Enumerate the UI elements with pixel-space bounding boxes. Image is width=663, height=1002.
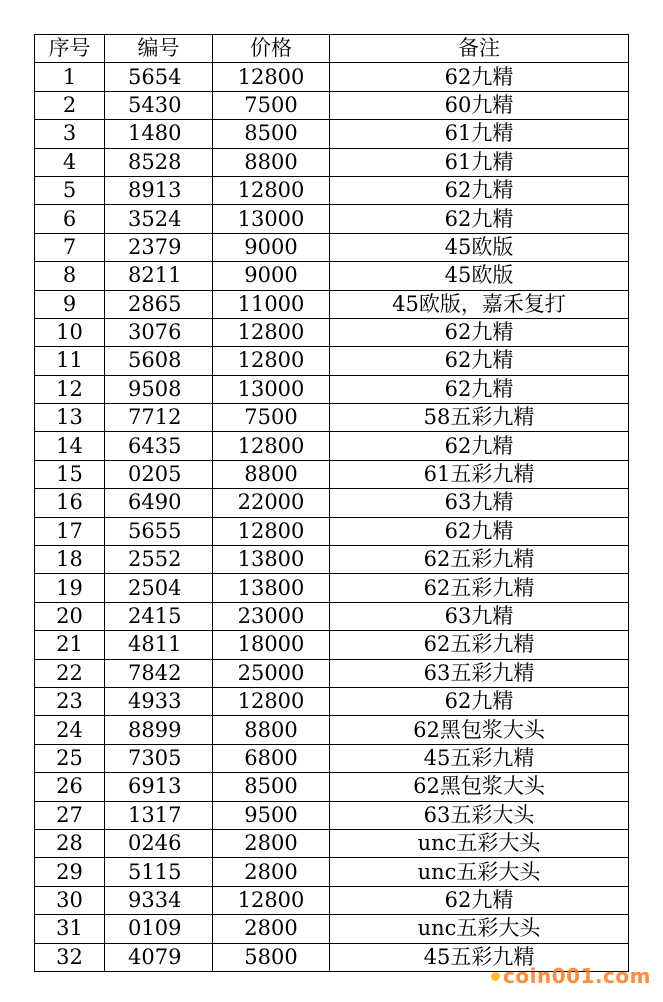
table-row — [35, 773, 629, 801]
cell-code: 2415 — [105, 602, 213, 630]
cell-price: 13800 — [213, 546, 330, 574]
cell-price: 9000 — [213, 262, 330, 290]
table-body — [35, 63, 629, 972]
table-row — [35, 318, 629, 346]
cell-code: 0246 — [105, 829, 213, 857]
cell-seq: 18 — [35, 546, 105, 574]
header-price: 价格 — [213, 35, 330, 63]
cell-note: 62九精 — [330, 63, 629, 91]
cell-price: 12800 — [213, 176, 330, 204]
table-row — [35, 91, 629, 119]
cell-code: 9334 — [105, 886, 213, 914]
cell-price: 8800 — [213, 460, 330, 488]
cell-note: 62九精 — [330, 375, 629, 403]
cell-price: 12800 — [213, 318, 330, 346]
cell-note: 61九精 — [330, 148, 629, 176]
cell-note: 63五彩九精 — [330, 659, 629, 687]
cell-seq: 11 — [35, 347, 105, 375]
cell-code: 7842 — [105, 659, 213, 687]
cell-price: 13000 — [213, 205, 330, 233]
cell-price: 18000 — [213, 631, 330, 659]
table-row — [35, 631, 629, 659]
cell-note: unc五彩大头 — [330, 858, 629, 886]
cell-note: 62五彩九精 — [330, 574, 629, 602]
cell-note: unc五彩大头 — [330, 829, 629, 857]
cell-code: 3524 — [105, 205, 213, 233]
cell-note: 61九精 — [330, 120, 629, 148]
site-watermark — [491, 964, 651, 988]
cell-note: 61五彩九精 — [330, 460, 629, 488]
cell-seq: 2 — [35, 91, 105, 119]
cell-seq: 19 — [35, 574, 105, 602]
cell-code: 1480 — [105, 120, 213, 148]
cell-note: 62九精 — [330, 432, 629, 460]
table-row — [35, 801, 629, 829]
table-row — [35, 347, 629, 375]
cell-seq: 8 — [35, 262, 105, 290]
price-table — [34, 34, 629, 972]
cell-price: 5800 — [213, 943, 330, 971]
table-row — [35, 120, 629, 148]
table-row — [35, 63, 629, 91]
watermark-dot-icon — [491, 972, 500, 981]
table-row — [35, 546, 629, 574]
table-row — [35, 233, 629, 261]
table-row — [35, 290, 629, 318]
cell-price: 12800 — [213, 517, 330, 545]
cell-seq: 4 — [35, 148, 105, 176]
cell-note: 45五彩九精 — [330, 943, 629, 971]
cell-code: 5115 — [105, 858, 213, 886]
cell-note: 62黑包浆大头 — [330, 716, 629, 744]
cell-seq: 9 — [35, 290, 105, 318]
table-row — [35, 716, 629, 744]
cell-price: 2800 — [213, 858, 330, 886]
cell-code: 3076 — [105, 318, 213, 346]
cell-price: 12800 — [213, 347, 330, 375]
cell-note: 63九精 — [330, 489, 629, 517]
cell-price: 11000 — [213, 290, 330, 318]
cell-price: 25000 — [213, 659, 330, 687]
table-header-row — [35, 35, 629, 63]
cell-seq: 10 — [35, 318, 105, 346]
table-row — [35, 744, 629, 772]
table-row — [35, 432, 629, 460]
cell-code: 6913 — [105, 773, 213, 801]
cell-price: 2800 — [213, 829, 330, 857]
cell-note: 62九精 — [330, 347, 629, 375]
cell-price: 8500 — [213, 773, 330, 801]
cell-note: 62五彩九精 — [330, 631, 629, 659]
cell-code: 7712 — [105, 404, 213, 432]
cell-seq: 26 — [35, 773, 105, 801]
cell-note: 62九精 — [330, 205, 629, 233]
cell-code: 6435 — [105, 432, 213, 460]
table-row — [35, 687, 629, 715]
cell-code: 4811 — [105, 631, 213, 659]
table-row — [35, 205, 629, 233]
cell-seq: 24 — [35, 716, 105, 744]
cell-note: 45欧版 — [330, 233, 629, 261]
cell-code: 5655 — [105, 517, 213, 545]
cell-code: 2865 — [105, 290, 213, 318]
cell-code: 2552 — [105, 546, 213, 574]
cell-price: 7500 — [213, 91, 330, 119]
table-row — [35, 659, 629, 687]
table-row — [35, 148, 629, 176]
cell-price: 23000 — [213, 602, 330, 630]
cell-note: 62九精 — [330, 517, 629, 545]
table-row — [35, 829, 629, 857]
cell-price: 8800 — [213, 716, 330, 744]
cell-seq: 23 — [35, 687, 105, 715]
table-row — [35, 404, 629, 432]
cell-note: 45五彩九精 — [330, 744, 629, 772]
table-row — [35, 915, 629, 943]
cell-price: 13800 — [213, 574, 330, 602]
cell-seq: 25 — [35, 744, 105, 772]
table-row — [35, 602, 629, 630]
cell-seq: 30 — [35, 886, 105, 914]
cell-code: 8211 — [105, 262, 213, 290]
cell-price: 7500 — [213, 404, 330, 432]
cell-code: 8913 — [105, 176, 213, 204]
cell-seq: 12 — [35, 375, 105, 403]
table-row — [35, 262, 629, 290]
cell-code: 6490 — [105, 489, 213, 517]
cell-note: unc五彩大头 — [330, 915, 629, 943]
cell-code: 5430 — [105, 91, 213, 119]
table-row — [35, 574, 629, 602]
cell-seq: 15 — [35, 460, 105, 488]
cell-price: 13000 — [213, 375, 330, 403]
header-seq: 序号 — [35, 35, 105, 63]
table-row — [35, 460, 629, 488]
cell-seq: 14 — [35, 432, 105, 460]
cell-price: 12800 — [213, 63, 330, 91]
cell-seq: 13 — [35, 404, 105, 432]
cell-code: 0109 — [105, 915, 213, 943]
cell-code: 7305 — [105, 744, 213, 772]
cell-price: 12800 — [213, 432, 330, 460]
cell-note: 45欧版，嘉禾复打 — [330, 290, 629, 318]
cell-seq: 28 — [35, 829, 105, 857]
cell-price: 9000 — [213, 233, 330, 261]
cell-seq: 29 — [35, 858, 105, 886]
cell-code: 9508 — [105, 375, 213, 403]
cell-code: 8899 — [105, 716, 213, 744]
cell-seq: 5 — [35, 176, 105, 204]
cell-code: 1317 — [105, 801, 213, 829]
cell-seq: 3 — [35, 120, 105, 148]
cell-seq: 16 — [35, 489, 105, 517]
cell-note: 62九精 — [330, 687, 629, 715]
cell-note: 58五彩九精 — [330, 404, 629, 432]
cell-seq: 31 — [35, 915, 105, 943]
table-row — [35, 375, 629, 403]
cell-price: 2800 — [213, 915, 330, 943]
cell-note: 62黑包浆大头 — [330, 773, 629, 801]
table-row — [35, 517, 629, 545]
watermark-text: coin001.com — [503, 964, 651, 988]
cell-note: 62五彩九精 — [330, 546, 629, 574]
table-row — [35, 858, 629, 886]
table-row — [35, 176, 629, 204]
cell-seq: 17 — [35, 517, 105, 545]
cell-code: 2379 — [105, 233, 213, 261]
cell-note: 45欧版 — [330, 262, 629, 290]
cell-seq: 7 — [35, 233, 105, 261]
cell-code: 4079 — [105, 943, 213, 971]
cell-code: 2504 — [105, 574, 213, 602]
cell-seq: 21 — [35, 631, 105, 659]
cell-code: 5608 — [105, 347, 213, 375]
table-row — [35, 886, 629, 914]
table-row — [35, 489, 629, 517]
header-note: 备注 — [330, 35, 629, 63]
cell-price: 8800 — [213, 148, 330, 176]
cell-price: 12800 — [213, 687, 330, 715]
cell-seq: 1 — [35, 63, 105, 91]
cell-price: 6800 — [213, 744, 330, 772]
cell-code: 0205 — [105, 460, 213, 488]
cell-price: 9500 — [213, 801, 330, 829]
cell-price: 22000 — [213, 489, 330, 517]
cell-note: 63五彩大头 — [330, 801, 629, 829]
cell-note: 62九精 — [330, 176, 629, 204]
cell-seq: 6 — [35, 205, 105, 233]
cell-price: 12800 — [213, 886, 330, 914]
cell-note: 62九精 — [330, 318, 629, 346]
cell-price: 8500 — [213, 120, 330, 148]
price-table-container — [34, 34, 628, 972]
cell-note: 60九精 — [330, 91, 629, 119]
cell-seq: 20 — [35, 602, 105, 630]
cell-seq: 22 — [35, 659, 105, 687]
cell-code: 8528 — [105, 148, 213, 176]
cell-seq: 32 — [35, 943, 105, 971]
cell-seq: 27 — [35, 801, 105, 829]
cell-note: 63九精 — [330, 602, 629, 630]
cell-code: 4933 — [105, 687, 213, 715]
header-code: 编号 — [105, 35, 213, 63]
cell-code: 5654 — [105, 63, 213, 91]
cell-note: 62九精 — [330, 886, 629, 914]
